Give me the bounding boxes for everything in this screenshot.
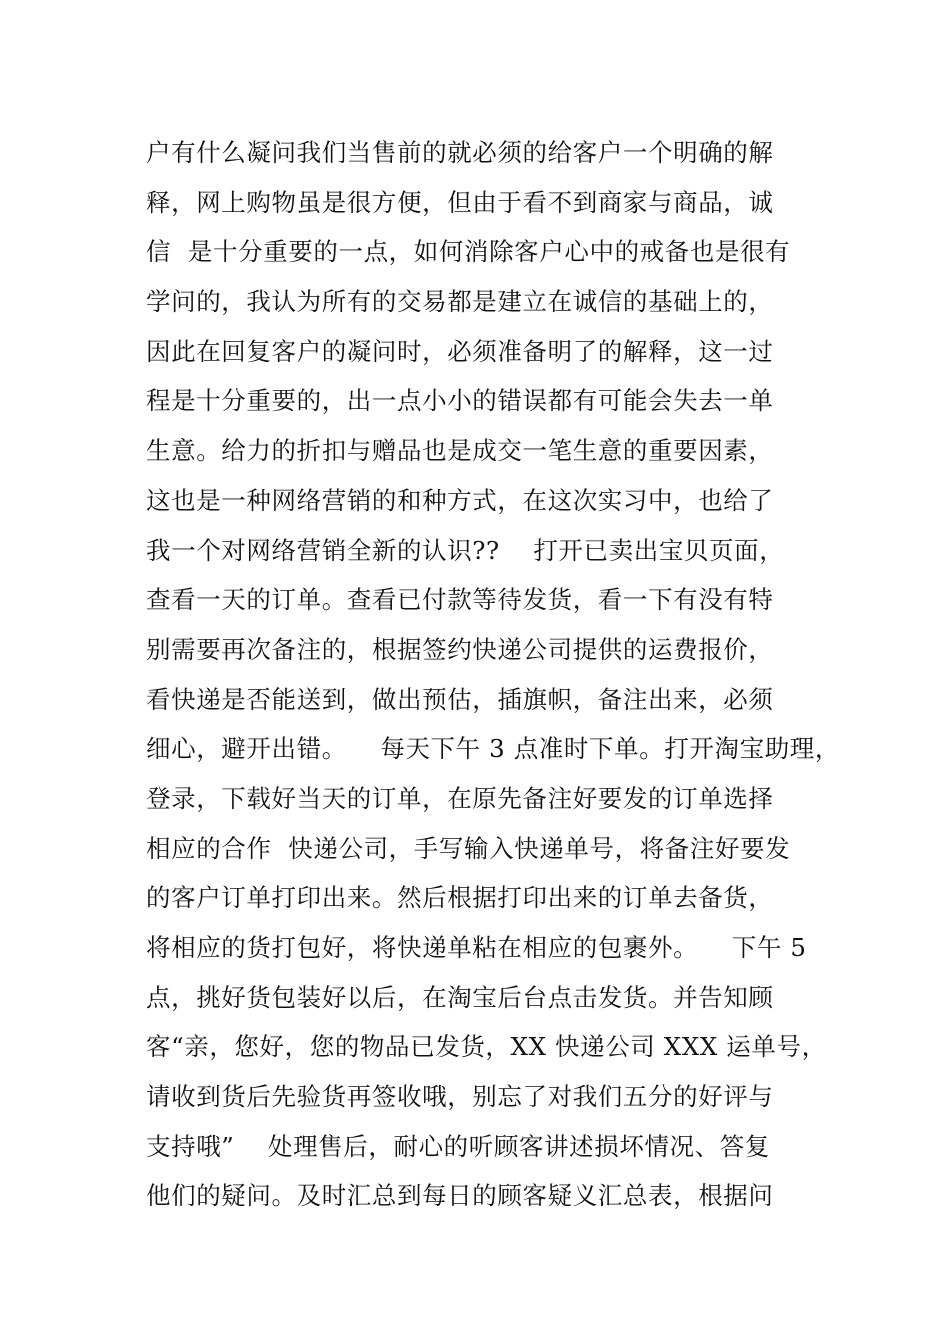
text-line: 别需要再次备注的，根据签约快递公司提供的运费报价， (146, 634, 774, 664)
text-line: 的客户订单打印出来。然后根据打印出来的订单去备货， (146, 883, 774, 913)
text-line: 信 是十分重要的一点，如何消除客户心中的戒备也是很有 (146, 237, 791, 267)
text-line: 我一个对网络营销全新的认识?? 打开已卖出宝贝页面， (146, 535, 785, 565)
text-line: 请收到货后先验货再签收哦，别忘了对我们五分的好评与 (146, 1082, 774, 1112)
text-line: 生意。给力的折扣与赠品也是成交一笔生意的重要因素， (146, 436, 774, 466)
text-line: 查看一天的订单。查看已付款等待发货，看一下有没有特 (146, 585, 774, 615)
text-line: 程是十分重要的，出一点小小的错误都有可能会失去一单 (146, 386, 774, 416)
text-line: 登录，下载好当天的订单，在原先备注好要发的订单选择 (146, 783, 774, 813)
text-line: 细心，避开出错。 每天下午 3 点准时下单。打开淘宝助理， (146, 734, 841, 764)
text-line: 看快递是否能送到，做出预估，插旗帜，备注出来，必须 (146, 684, 774, 714)
text-line: 他们的疑问。及时汇总到每日的顾客疑义汇总表，根据问 (146, 1181, 774, 1211)
text-line: 因此在回复客户的凝问时，必须准备明了的解释，这一过 (146, 336, 774, 366)
text-line: 相应的合作 快递公司，手写输入快递单号，将备注好要发 (146, 833, 791, 863)
text-line: 支持哦” 处理售后，耐心的听顾客讲述损坏情况、答复 (146, 1131, 770, 1161)
text-line: 这也是一种网络营销的和种方式，在这次实习中，也给了 (146, 485, 774, 515)
text-line: 学问的，我认为所有的交易都是建立在诚信的基础上的， (146, 287, 774, 317)
text-line: 客“亲，您好，您的物品已发货，XX 快递公司 XXX 运单号， (146, 1032, 827, 1062)
body-text (146, 128, 846, 1221)
text-line: 释，网上购物虽是很方便，但由于看不到商家与商品，诚 (146, 187, 774, 217)
text-line: 户有什么凝问我们当售前的就必须的给客户一个明确的解 (146, 138, 774, 167)
text-line: 点，挑好货包装好以后，在淘宝后台点击发货。并告知顾 (146, 982, 774, 1012)
text-line: 将相应的货打包好，将快递单粘在相应的包裹外。 下午 5 (146, 933, 807, 962)
